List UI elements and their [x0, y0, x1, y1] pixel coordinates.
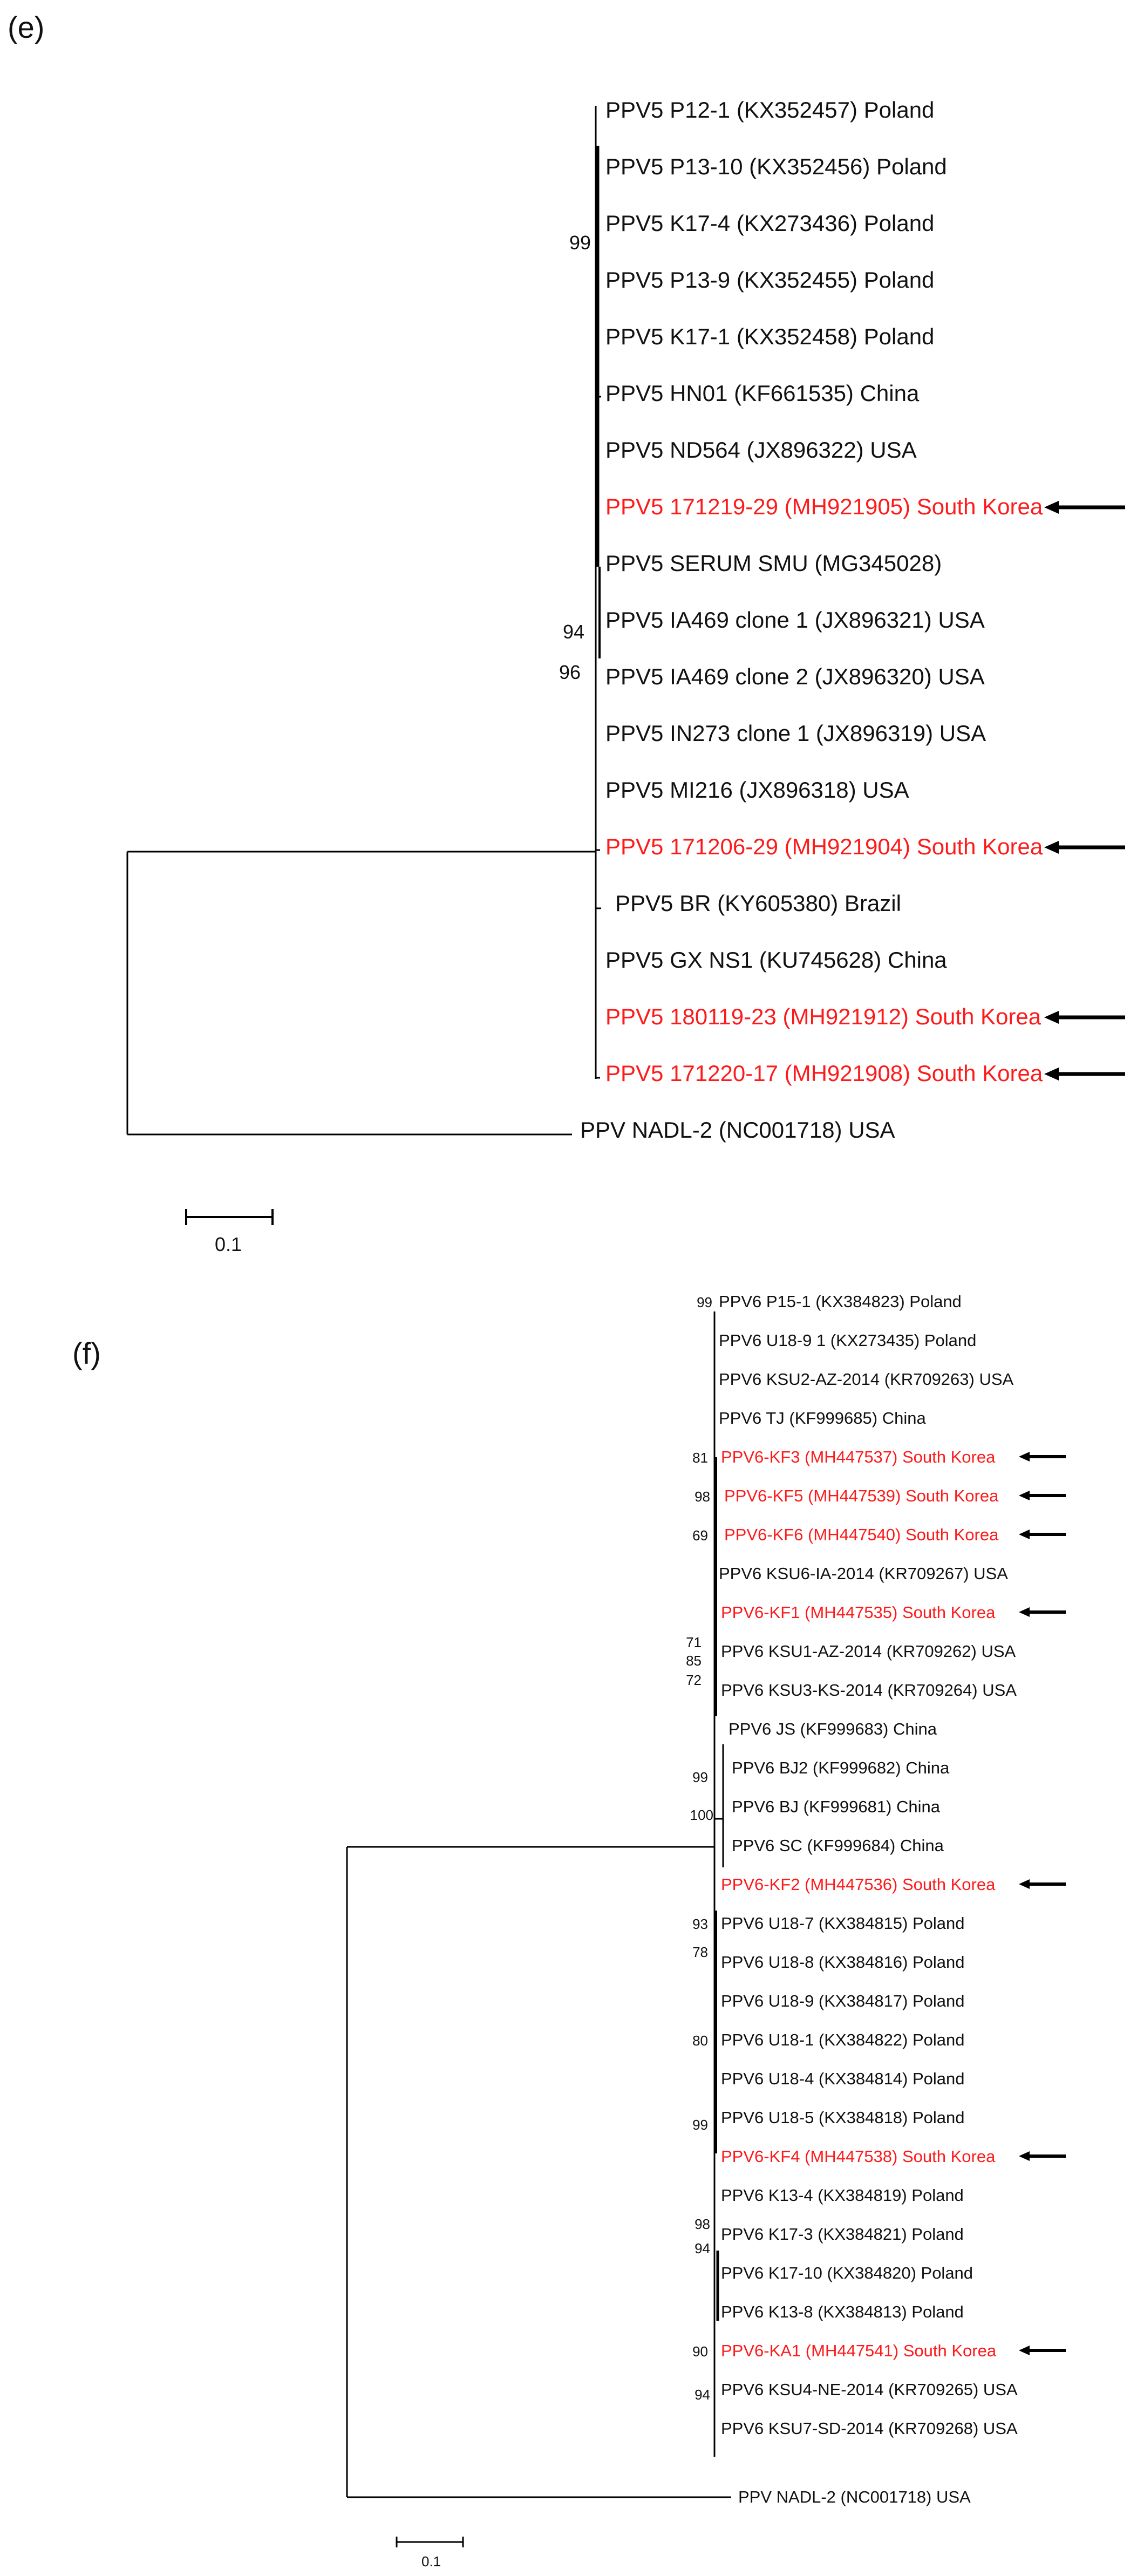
arrow-icon — [1019, 2151, 1066, 2161]
taxon-label: PPV5 P12-1 (KX352457) Poland — [605, 97, 935, 123]
taxon-label: PPV5 ND564 (JX896322) USA — [605, 437, 917, 463]
taxon-label: PPV6 U18-9 1 (KX273435) Poland — [719, 1331, 977, 1350]
panel-e-label: (e) — [8, 10, 45, 44]
taxon-label: PPV6 KSU3-KS-2014 (KR709264) USA — [721, 1681, 1017, 1700]
bootstrap-value: 80 — [692, 2033, 708, 2049]
taxon-label: PPV6 K13-4 (KX384819) Poland — [721, 2186, 964, 2205]
bootstrap-value: 72 — [686, 1672, 702, 1688]
taxon-label: PPV5 K17-4 (KX273436) Poland — [605, 210, 935, 236]
taxon-label: PPV6 K17-3 (KX384821) Poland — [721, 2225, 964, 2244]
taxon-label: PPV6 U18-1 (KX384822) Poland — [721, 2030, 965, 2049]
panel-f-branches — [347, 1311, 731, 2497]
taxon-label: PPV6 KSU2-AZ-2014 (KR709263) USA — [719, 1370, 1014, 1389]
panel-e — [8, 10, 1125, 1255]
panel-e-branches — [127, 106, 601, 1134]
arrow-icon — [1019, 1452, 1066, 1462]
taxon-label-highlight: PPV6-KF5 (MH447539) South Korea — [724, 1486, 999, 1505]
bootstrap-value: 99 — [692, 2117, 708, 2133]
scale-bar-label: 0.1 — [421, 2553, 441, 2570]
taxon-label: PPV6 U18-4 (KX384814) Poland — [721, 2069, 965, 2088]
panel-e-scale-bar — [186, 1209, 273, 1255]
taxon-label: PPV5 IN273 clone 1 (JX896319) USA — [605, 721, 986, 746]
taxon-label: PPV5 K17-1 (KX352458) Poland — [605, 324, 935, 349]
bootstrap-value: 78 — [692, 1944, 708, 1960]
arrow-icon — [1044, 1068, 1125, 1080]
taxon-label-highlight: PPV5 171220-17 (MH921908) South Korea — [605, 1061, 1043, 1086]
arrow-icon — [1044, 501, 1125, 514]
bootstrap-value: 94 — [695, 2387, 710, 2403]
taxon-label: PPV5 SERUM SMU (MG345028) — [605, 550, 942, 576]
taxon-label: PPV6 P15-1 (KX384823) Poland — [719, 1292, 962, 1311]
taxon-label: PPV5 GX NS1 (KU745628) China — [605, 947, 947, 973]
arrow-icon — [1044, 841, 1125, 854]
taxon-label-highlight: PPV5 171206-29 (MH921904) South Korea — [605, 834, 1043, 859]
taxon-label: PPV5 P13-10 (KX352456) Poland — [605, 154, 947, 179]
taxon-label: PPV6 U18-8 (KX384816) Poland — [721, 1953, 965, 1972]
panel-f-bootstrap — [686, 1294, 713, 2403]
taxon-label: PPV6 KSU4-NE-2014 (KR709265) USA — [721, 2380, 1018, 2399]
taxon-label: PPV6 K13-8 (KX384813) Poland — [721, 2302, 964, 2321]
bootstrap-value: 85 — [686, 1653, 702, 1669]
taxon-label: PPV5 HN01 (KF661535) China — [605, 380, 920, 406]
bootstrap-value: 94 — [562, 621, 584, 643]
taxon-label-highlight: PPV6-KF6 (MH447540) South Korea — [724, 1525, 999, 1544]
taxon-label-highlight: PPV5 180119-23 (MH921912) South Korea — [605, 1004, 1041, 1029]
scale-bar-label: 0.1 — [215, 1233, 242, 1255]
panel-e-bootstrap — [559, 232, 591, 683]
taxon-label: PPV6 JS (KF999683) China — [729, 1719, 937, 1738]
bootstrap-value: 90 — [692, 2343, 708, 2360]
panel-e-taxa — [580, 97, 1043, 1143]
taxon-label: PPV5 MI216 (JX896318) USA — [605, 777, 909, 803]
taxon-label: PPV5 P13-9 (KX352455) Poland — [605, 267, 935, 293]
arrow-icon — [1019, 1491, 1066, 1500]
panel-f-label: (f) — [72, 1336, 101, 1370]
taxon-label: PPV5 BR (KY605380) Brazil — [615, 891, 901, 916]
taxon-label: PPV6 K17-10 (KX384820) Poland — [721, 2264, 973, 2282]
taxon-label: PPV6 U18-5 (KX384818) Poland — [721, 2108, 965, 2127]
panel-e-arrows — [1044, 501, 1125, 1080]
bootstrap-value: 69 — [692, 1527, 708, 1544]
taxon-label-highlight: PPV5 171219-29 (MH921905) South Korea — [605, 494, 1043, 519]
panel-f-arrows — [1019, 1452, 1066, 2355]
outgroup-label: PPV NADL-2 (NC001718) USA — [580, 1117, 895, 1143]
arrow-icon — [1019, 2346, 1066, 2355]
taxon-label-highlight: PPV6-KF1 (MH447535) South Korea — [721, 1603, 996, 1622]
bootstrap-value: 99 — [697, 1294, 712, 1310]
panel-f — [72, 1292, 1066, 2570]
bootstrap-value: 96 — [559, 661, 581, 683]
panel-f-scale-bar — [397, 2537, 463, 2570]
taxon-label: PPV5 IA469 clone 2 (JX896320) USA — [605, 664, 985, 689]
taxon-label: PPV6 KSU1-AZ-2014 (KR709262) USA — [721, 1642, 1016, 1661]
taxon-label: PPV6 U18-9 (KX384817) Poland — [721, 1992, 965, 2010]
bootstrap-value: 81 — [692, 1450, 708, 1466]
taxon-label: PPV6 TJ (KF999685) China — [719, 1409, 926, 1428]
taxon-label: PPV6 SC (KF999684) China — [732, 1836, 944, 1855]
taxon-label: PPV6 BJ (KF999681) China — [732, 1797, 940, 1816]
taxon-label: PPV6 KSU7-SD-2014 (KR709268) USA — [721, 2419, 1018, 2438]
taxon-label-highlight: PPV6-KA1 (MH447541) South Korea — [721, 2341, 997, 2360]
arrow-icon — [1019, 1530, 1066, 1539]
panel-f-taxa — [719, 1292, 1018, 2506]
bootstrap-value: 93 — [692, 1916, 708, 1932]
taxon-label: PPV6 KSU6-IA-2014 (KR709267) USA — [719, 1564, 1008, 1583]
taxon-label: PPV5 IA469 clone 1 (JX896321) USA — [605, 607, 985, 633]
arrow-icon — [1019, 1607, 1066, 1617]
taxon-label-highlight: PPV6-KF2 (MH447536) South Korea — [721, 1875, 996, 1894]
bootstrap-value: 100 — [690, 1807, 713, 1823]
bootstrap-value: 99 — [569, 232, 591, 254]
arrow-icon — [1019, 1879, 1066, 1889]
taxon-label-highlight: PPV6-KF4 (MH447538) South Korea — [721, 2147, 996, 2166]
taxon-label: PPV6 BJ2 (KF999682) China — [732, 1758, 950, 1777]
outgroup-label: PPV NADL-2 (NC001718) USA — [738, 2487, 971, 2506]
bootstrap-value: 98 — [695, 1488, 710, 1505]
arrow-icon — [1044, 1011, 1125, 1024]
bootstrap-value: 99 — [692, 1769, 708, 1785]
bootstrap-value: 98 — [695, 2216, 710, 2232]
bootstrap-value: 94 — [695, 2240, 710, 2256]
taxon-label: PPV6 U18-7 (KX384815) Poland — [721, 1914, 965, 1933]
taxon-label-highlight: PPV6-KF3 (MH447537) South Korea — [721, 1447, 996, 1466]
bootstrap-value: 71 — [686, 1634, 702, 1650]
